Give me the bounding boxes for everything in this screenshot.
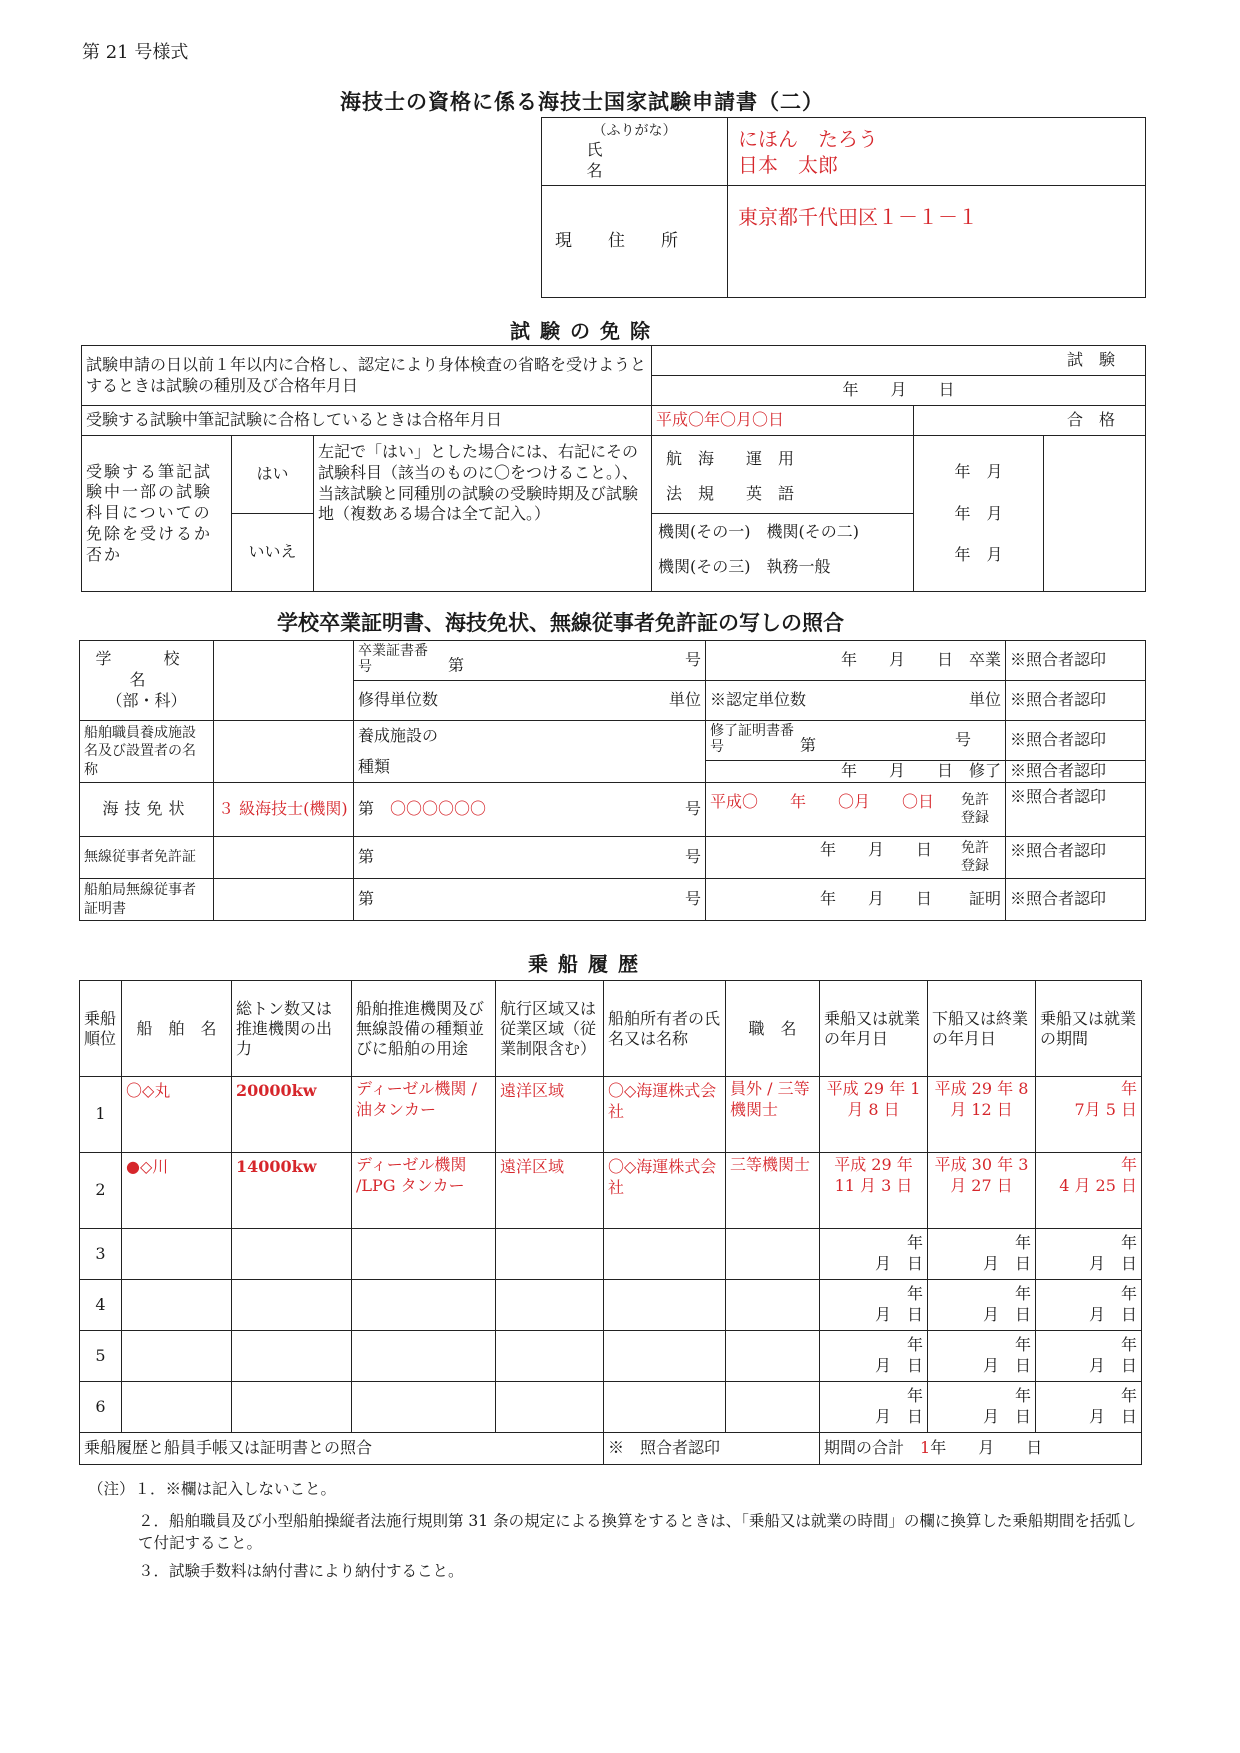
- empty-cell[interactable]: [122, 1280, 232, 1331]
- ship-owner[interactable]: 〇◇海運株式会社: [604, 1077, 726, 1153]
- leave-date[interactable]: 平成 30 年 3 月 27 日: [928, 1153, 1036, 1229]
- empty-cell[interactable]: [232, 1382, 352, 1433]
- empty-cell[interactable]: [352, 1280, 496, 1331]
- month-day-label: 月 日: [874, 1407, 923, 1426]
- bureau-date-cell[interactable]: [706, 879, 1006, 921]
- partial-question: 受験する筆記試験中一部の試験科目についての免除を受けるか否か: [82, 436, 232, 592]
- verification-title: 学校卒業証明書、海技免状、無線従事者免許証の写しの照合: [277, 610, 844, 635]
- year-label: 年: [1120, 1335, 1137, 1355]
- subject-line[interactable]: 機関(その一) 機関(その二): [658, 522, 860, 541]
- completion-cert-cell[interactable]: [706, 721, 1006, 761]
- cert-no-label: 卒業証書番 号: [358, 643, 442, 675]
- empty-cell[interactable]: [726, 1331, 820, 1382]
- table-row[interactable]: [80, 1229, 1142, 1280]
- exemption-title: 試験の免除: [510, 319, 660, 343]
- checker-seal: ※照合者認印: [1006, 641, 1146, 681]
- subject-line[interactable]: 法 規 英 語: [652, 476, 913, 514]
- checker-seal: ※照合者認印: [1006, 681, 1146, 721]
- credits-cell[interactable]: [354, 681, 706, 721]
- yes-option[interactable]: はい: [232, 436, 314, 514]
- ship-name[interactable]: ●◇川: [122, 1153, 232, 1229]
- furigana-value: にほん たろう: [738, 126, 878, 151]
- unit-label: 単位: [968, 690, 1001, 710]
- col-header: 船 舶 名: [122, 981, 232, 1077]
- facility-type-cell[interactable]: [354, 721, 706, 783]
- unit-label: 単位: [668, 690, 701, 710]
- checker-seal: ※照合者認印: [1006, 837, 1146, 879]
- verification-table: [79, 640, 1146, 921]
- leave-date[interactable]: 平成 29 年 8月 12 日: [928, 1077, 1036, 1153]
- row-no: 1: [80, 1077, 122, 1153]
- facility-type-label: 養成施設の種類: [358, 726, 439, 776]
- empty-cell[interactable]: [232, 1331, 352, 1382]
- facility-label: 船舶職員養成施設名及び設置者の名称: [80, 721, 214, 783]
- radio-date-cell[interactable]: [706, 837, 1006, 879]
- license-date: 平成〇 年 〇月 〇日: [710, 792, 935, 811]
- year-label: 年: [1014, 1335, 1031, 1355]
- empty-cell[interactable]: [352, 1382, 496, 1433]
- period-month-day: 7月 5 日: [1074, 1099, 1137, 1119]
- leave-date[interactable]: [928, 1382, 1036, 1433]
- form-number: 第 21 号様式: [82, 42, 189, 63]
- school-label-cell: [80, 641, 232, 721]
- go-label: 号: [954, 730, 971, 750]
- graduate-date[interactable]: 年 月 日 卒業: [706, 641, 1006, 681]
- pass-label: 合 格: [914, 406, 1146, 436]
- radio-value[interactable]: [214, 837, 354, 879]
- ship-area[interactable]: 遠洋区域: [496, 1153, 604, 1229]
- month-day-label: 月 日: [874, 1356, 923, 1375]
- school-sub-label: （部・科）: [106, 690, 187, 710]
- license-label: 海技免状: [80, 783, 214, 837]
- bureau-date: 年 月 日: [820, 889, 933, 909]
- exam-label: 試 験: [1067, 350, 1116, 370]
- empty-cell[interactable]: [352, 1331, 496, 1382]
- bureau-number-cell[interactable]: [354, 879, 706, 921]
- radio-date: 年 月 日: [820, 840, 933, 859]
- footer-total-rest: 年 月 日: [930, 1438, 1043, 1458]
- empty-cell[interactable]: [352, 1229, 496, 1280]
- radio-number-cell[interactable]: [354, 837, 706, 879]
- subject-line[interactable]: 機関(その三) 執務一般: [658, 556, 831, 576]
- school-label: 学 校 名: [95, 649, 232, 690]
- cert-no-cell[interactable]: [354, 641, 706, 681]
- row-no: 2: [80, 1153, 122, 1229]
- empty-cell[interactable]: [496, 1229, 604, 1280]
- month-day-label: 月 日: [982, 1305, 1031, 1324]
- board-date[interactable]: 平成 29 年 11 月 3 日: [820, 1153, 928, 1229]
- month-day-label: 月 日: [1088, 1254, 1137, 1273]
- ymd-label: 年 月 日: [842, 380, 955, 400]
- subject-line[interactable]: 航 海 運 用: [666, 449, 795, 469]
- month-day-label: 月 日: [874, 1254, 923, 1273]
- month-day-label: 月 日: [1088, 1356, 1137, 1375]
- dai-label: 第: [358, 889, 375, 909]
- empty-cell[interactable]: [122, 1331, 232, 1382]
- empty-cell[interactable]: [604, 1382, 726, 1433]
- checker-seal: ※照合者認印: [1006, 879, 1146, 921]
- service-period[interactable]: [1036, 1229, 1142, 1280]
- footer-seal: ※ 照合者認印: [604, 1433, 820, 1465]
- job-title[interactable]: 員外 / 三等機関士: [726, 1077, 820, 1153]
- exemption-instruction: 左記で「はい」とした場合には、右記にその試験科目（該当のものに〇をつけること。）、当該試験と同種別の試験の受験時期及び試験地（複数ある場合は全て記入。）: [314, 436, 652, 592]
- applicant-table: [541, 117, 1146, 298]
- period-year: 年: [1120, 1079, 1137, 1098]
- empty-cell[interactable]: [604, 1280, 726, 1331]
- empty-cell[interactable]: [496, 1382, 604, 1433]
- approved-credits-cell: [706, 681, 1006, 721]
- approved-credits-label: ※認定単位数: [710, 690, 807, 710]
- service-period[interactable]: [1036, 1153, 1142, 1229]
- note-1: [88, 1478, 336, 1500]
- footer-total[interactable]: [820, 1433, 1142, 1465]
- month-day-label: 月 日: [982, 1356, 1031, 1375]
- service-period[interactable]: [1036, 1382, 1142, 1433]
- exam-location[interactable]: [1044, 436, 1146, 592]
- sea-service-table: [79, 980, 1142, 1465]
- checker-seal: ※照合者認印: [1006, 783, 1146, 837]
- physical-exam-text: 試験申請の日以前１年以内に合格し、認定により身体検査の省略を受けようとするときは試験の種別及び合格年月日: [82, 346, 652, 406]
- board-date[interactable]: [820, 1229, 928, 1280]
- note-3: ３．試験手数料は納付書により納付すること。: [138, 1562, 464, 1580]
- year-label: 年: [1014, 1233, 1031, 1253]
- note-text: ※欄は記入しないこと。: [165, 1480, 337, 1498]
- go-label: 号: [684, 889, 701, 909]
- year-label: 年: [1120, 1386, 1137, 1406]
- dai-label: 第: [448, 655, 465, 675]
- col-header: 乗船又は就業の期間: [1036, 981, 1142, 1077]
- furigana-label: （ふりがな）: [592, 122, 677, 139]
- dai-label: 第: [358, 847, 375, 867]
- bureau-value[interactable]: [214, 879, 354, 921]
- empty-cell[interactable]: [726, 1280, 820, 1331]
- school-name-value[interactable]: [214, 641, 354, 721]
- year-label: 年: [1120, 1284, 1137, 1304]
- year-label: 年: [906, 1386, 923, 1406]
- year-label: 年: [906, 1335, 923, 1355]
- empty-cell[interactable]: [604, 1331, 726, 1382]
- subject-date: 年 月: [954, 503, 1003, 523]
- license-number: 〇〇〇〇〇〇: [390, 799, 487, 819]
- col-header: 航行区域又は従業区域（従業制限含む）: [496, 981, 604, 1077]
- leave-date[interactable]: [928, 1280, 1036, 1331]
- board-date[interactable]: [820, 1280, 928, 1331]
- empty-cell[interactable]: [232, 1280, 352, 1331]
- table-row[interactable]: [80, 1331, 1142, 1382]
- bureau-label: 船舶局無線従事者証明書: [80, 879, 214, 921]
- subject-date: 年 月: [954, 462, 1003, 482]
- physical-pass-date[interactable]: [652, 376, 1146, 406]
- ship-power[interactable]: 14000kw: [232, 1153, 352, 1229]
- empty-cell[interactable]: [232, 1229, 352, 1280]
- go-label: 号: [684, 847, 701, 867]
- row-no: 3: [80, 1229, 122, 1280]
- year-label: 年: [1120, 1233, 1137, 1253]
- table-row[interactable]: [80, 1153, 1142, 1229]
- footer-check: 乗船履歴と船員手帳又は証明書との照合: [80, 1433, 604, 1465]
- checker-seal: ※照合者認印: [1006, 721, 1146, 761]
- month-day-label: 月 日: [982, 1407, 1031, 1426]
- ship-name[interactable]: 〇◇丸: [122, 1077, 232, 1153]
- service-period[interactable]: [1036, 1077, 1142, 1153]
- sea-service-title: 乗船履歴: [528, 952, 648, 976]
- year-label: 年: [906, 1284, 923, 1304]
- col-header: 乗船順位: [80, 981, 122, 1077]
- row-no: 6: [80, 1382, 122, 1433]
- leave-date[interactable]: [928, 1331, 1036, 1382]
- month-day-label: 月 日: [982, 1254, 1031, 1273]
- empty-cell[interactable]: [122, 1382, 232, 1433]
- col-header: 職 名: [726, 981, 820, 1077]
- footer-total-label: 期間の合計: [824, 1438, 905, 1458]
- header-row: [80, 981, 1142, 1077]
- board-date[interactable]: 平成 29 年 1月 8 日: [820, 1077, 928, 1153]
- month-day-label: 月 日: [874, 1305, 923, 1324]
- license-value[interactable]: ３ 級海技士(機関): [214, 783, 354, 837]
- no-option[interactable]: いいえ: [232, 514, 314, 592]
- name-label-cell: [542, 118, 728, 186]
- checker-seal: ※照合者認印: [1006, 761, 1146, 783]
- month-day-label: 月 日: [1088, 1407, 1137, 1426]
- go-label: 号: [684, 650, 701, 670]
- ship-power[interactable]: 20000kw: [232, 1077, 352, 1153]
- written-pass-date[interactable]: 平成〇年〇月〇日: [652, 406, 914, 436]
- job-title[interactable]: 三等機関士: [726, 1153, 820, 1229]
- empty-cell[interactable]: [604, 1229, 726, 1280]
- ship-engine[interactable]: ディーゼル機関 /LPG タンカー: [352, 1153, 496, 1229]
- credits-label: 修得単位数: [358, 690, 439, 710]
- note-prefix: （注）１．: [88, 1480, 166, 1498]
- completion-date[interactable]: 年 月 日 修了: [706, 761, 1006, 783]
- footer-total-value: 1: [920, 1438, 931, 1458]
- col-header: 乗船又は就業の年月日: [820, 981, 928, 1077]
- empty-cell[interactable]: [122, 1229, 232, 1280]
- year-label: 年: [906, 1233, 923, 1253]
- col-header: 船舶推進機関及び無線設備の種類並びに船舶の用途: [352, 981, 496, 1077]
- col-header: 下船又は終業の年月日: [928, 981, 1036, 1077]
- col-header: 船舶所有者の氏名又は名称: [604, 981, 726, 1077]
- table-row[interactable]: [80, 1280, 1142, 1331]
- license-reg-label: 免許登録: [961, 840, 989, 874]
- col-header: 総トン数又は推進機関の出力: [232, 981, 352, 1077]
- empty-cell[interactable]: [496, 1331, 604, 1382]
- year-label: 年: [1014, 1386, 1031, 1406]
- proof-label: 証明: [968, 889, 1001, 909]
- subject-date: 年 月: [954, 545, 1003, 565]
- exemption-table: [81, 345, 1146, 592]
- facility-value[interactable]: [214, 721, 354, 783]
- dai-label: 第: [800, 735, 817, 755]
- license-number-cell[interactable]: [354, 783, 706, 837]
- radio-label: 無線従事者免許証: [80, 837, 214, 879]
- empty-cell[interactable]: [496, 1280, 604, 1331]
- board-date[interactable]: [820, 1382, 928, 1433]
- row-no: 4: [80, 1280, 122, 1331]
- name-label: 氏名: [586, 139, 683, 180]
- license-date-cell[interactable]: [706, 783, 1006, 837]
- ship-area[interactable]: 遠洋区域: [496, 1077, 604, 1153]
- service-period[interactable]: [1036, 1280, 1142, 1331]
- subjects-cell: [652, 436, 914, 592]
- document-title: 海技士の資格に係る海技士国家試験申請書（二）: [340, 89, 824, 114]
- month-day-label: 月 日: [1088, 1305, 1137, 1324]
- board-date[interactable]: [820, 1331, 928, 1382]
- address-label: 現住所: [542, 186, 728, 298]
- subject-dates[interactable]: [914, 436, 1044, 592]
- exam-type-cell[interactable]: [652, 346, 1146, 376]
- dai-label: 第: [358, 799, 375, 819]
- address-value[interactable]: 東京都千代田区１－１－１: [728, 186, 1146, 298]
- empty-cell[interactable]: [726, 1229, 820, 1280]
- leave-date[interactable]: [928, 1229, 1036, 1280]
- footer-row: [80, 1433, 1142, 1465]
- row-no: 5: [80, 1331, 122, 1382]
- ship-owner[interactable]: 〇◇海運株式会社: [604, 1153, 726, 1229]
- empty-cell[interactable]: [726, 1382, 820, 1433]
- period-year: 年: [1120, 1155, 1137, 1174]
- year-label: 年: [1014, 1284, 1031, 1304]
- table-row[interactable]: [80, 1382, 1142, 1433]
- written-pass-text: 受験する試験中筆記試験に合格しているときは合格年月日: [82, 406, 652, 436]
- completion-cert-label: 修了証明書番号: [710, 723, 794, 755]
- go-label: 号: [684, 799, 701, 819]
- license-reg-label: 免許登録: [961, 792, 989, 826]
- note-2: ２．船舶職員及び小型船舶操縦者法施行規則第 31 条の規定による換算をするときは、「乗船又は就業の時間」の欄に換算した乗船期間を括弧して付記すること。: [138, 1512, 1137, 1553]
- service-period[interactable]: [1036, 1331, 1142, 1382]
- name-value: 日本 太郎: [738, 152, 838, 177]
- period-month-day: 4 月 25 日: [1059, 1175, 1137, 1195]
- name-value-cell[interactable]: [728, 118, 1146, 186]
- ship-engine[interactable]: ディーゼル機関 / 油タンカー: [352, 1077, 496, 1153]
- table-row[interactable]: [80, 1077, 1142, 1153]
